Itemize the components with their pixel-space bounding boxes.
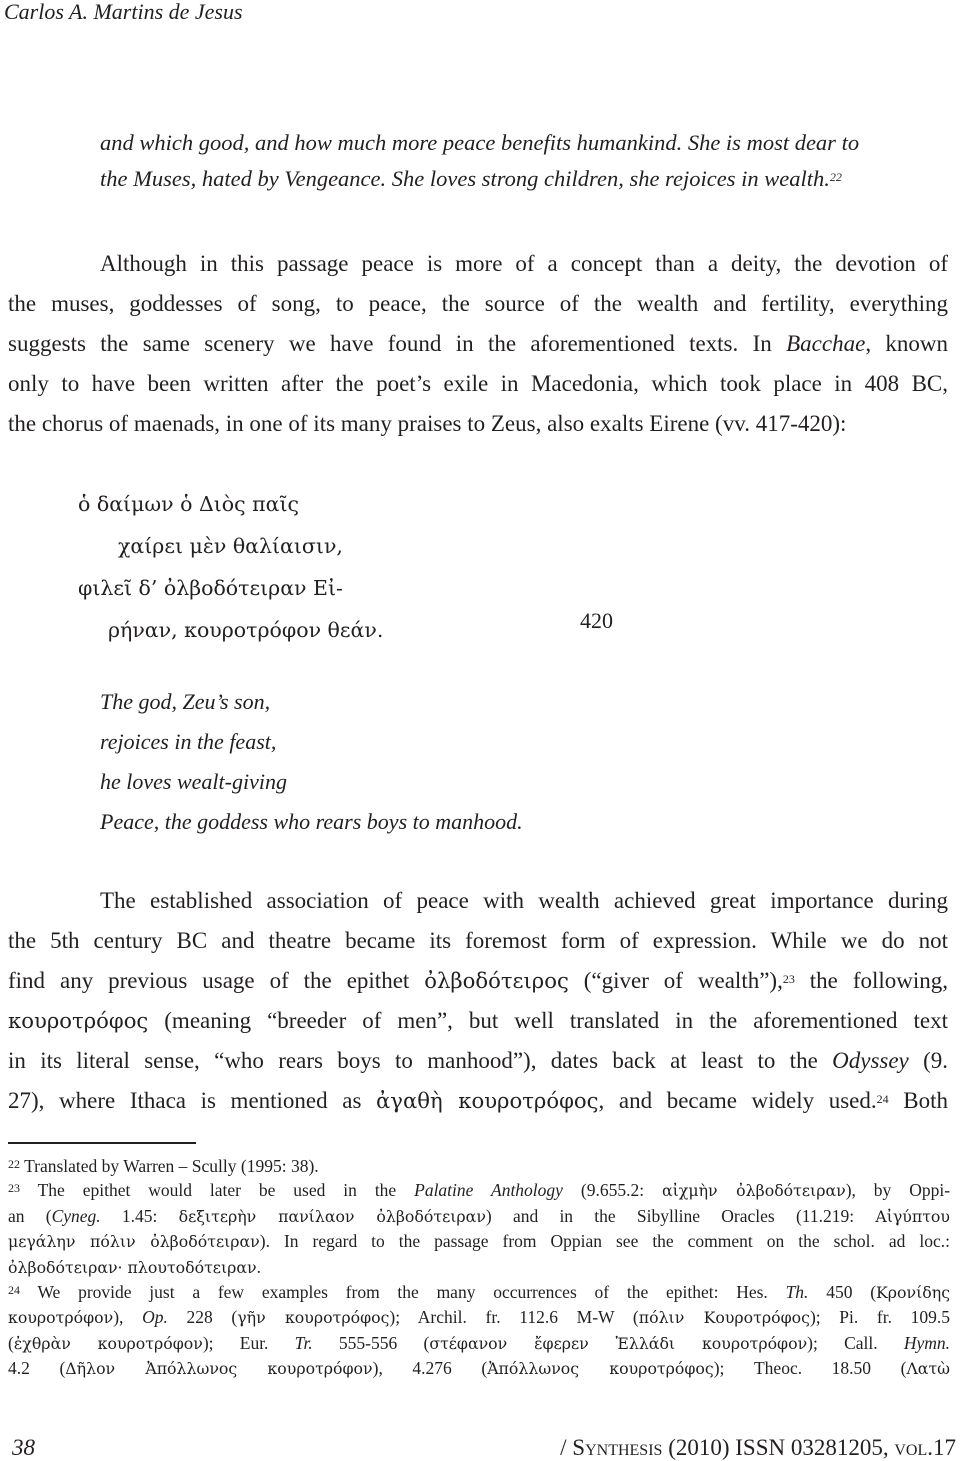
block-quote xyxy=(100,125,859,197)
page-number: 38 xyxy=(12,1435,35,1460)
translation-line: rejoices in the feast, xyxy=(100,729,277,754)
text-line: 27), where Ithaca is mentioned as ἀγαθὴ κουροτρόφος, and became widely used.$^{24}$ Both xyxy=(8,1088,948,1113)
footnote-24-cont: κουροτρόφον), Op. 228 (γῆν κουροτρόφος); Archil. fr. 112.6 M-W (πόλιν Κουροτρόφος); Pi. fr. 109.5 xyxy=(8,1307,951,1328)
footnotes xyxy=(8,1154,950,1382)
text-line: suggests the same scenery we have found in the aforementioned texts. In Bacchae, known xyxy=(8,331,949,356)
footnote-23-cont: an (Cyneg. 1.45: δεξιτερὴν πανίλαον ὀλβοδότειραν) and in the Sibylline Oracles (11.219: Αἰγύπτου xyxy=(8,1205,950,1226)
verse-line: χαίρει μὲν θαλίαισιν, xyxy=(118,534,343,558)
text-line: the chorus of maenads, in one of its many praises to Zeus, also exalts Eirene (vv. 417-420): xyxy=(8,411,847,436)
text-line: in its literal sense, “who rears boys to manhood”), dates back at least to the Odyssey (9. xyxy=(8,1048,949,1073)
footnote-24-cont: (ἐχθρὰν κουροτρόφον); Eur. Tr. 555-556 (στέφανον ἔφερεν Ἑλλάδι κουροτρόφον); Call. Hymn. xyxy=(8,1332,951,1353)
verse-line: ὁ δαίμων ὁ Διὸς παῖς xyxy=(78,492,299,516)
translation xyxy=(100,682,523,842)
translation-line: Peace, the goddess who rears boys to manhood. xyxy=(100,809,523,834)
verse-line: φιλεῖ δ’ ὀλβοδότειραν Εἰ- xyxy=(78,576,343,600)
paragraph xyxy=(8,244,948,444)
work-title: Bacchae xyxy=(786,331,866,356)
quote-line: and which good, and how much more peace benefits humankind. She is most dear to xyxy=(100,130,860,155)
footnote-23-cont: ὀλβοδότειραν· πλουτοδότειραν. xyxy=(8,1256,261,1277)
text-line: The established association of peace with wealth achieved great importance during xyxy=(100,888,948,913)
translation-line: The god, Zeu’s son, xyxy=(100,689,271,714)
footnote-ref[interactable]: 24 xyxy=(876,1092,889,1106)
paragraph xyxy=(8,881,948,1121)
text-line: the 5th century BC and theatre became its foremost form of expression. While we do not xyxy=(8,928,948,953)
footnote-23-cont: μεγάλην πόλιν ὀλβοδότειραν). In regard to the passage from Oppian see the comment on the schol. ad loc.: xyxy=(8,1231,950,1252)
translation-line: he loves wealt-giving xyxy=(100,769,287,794)
footnote-ref[interactable]: 23 xyxy=(782,972,795,986)
footnote-separator xyxy=(8,1142,196,1144)
footnote-22: $^{22}$ Translated by Warren – Scully (1995: 38). xyxy=(8,1156,319,1176)
text-line: Although in this passage peace is more of a concept than a deity, the devotion of xyxy=(100,251,948,276)
footnote-24: $^{24}$ We provide just a few examples from the many occurrences of the epithet: Hes. Th. 450 (Κρονίδης xyxy=(8,1282,951,1303)
text-line: only to have been written after the poet’s exile in Macedonia, which took place in 408 BC, xyxy=(8,371,948,396)
footnote-23: $^{23}$ The epithet would later be used in the Palatine Anthology (9.655.2: αἰχμὴν ὀλβοδότειραν), by Oppi- xyxy=(8,1180,951,1201)
running-header: Carlos A. Martins de Jesus xyxy=(4,0,243,24)
verse-number: 420 xyxy=(580,608,613,633)
quote-line: the Muses, hated by Vengeance. She loves strong children, she rejoices in wealth.$^{22}$ xyxy=(100,166,842,191)
work-title: Odyssey xyxy=(832,1048,909,1073)
verse-line: ρήναν, κουροτρόφον θεάν. xyxy=(108,618,384,642)
text-line: κουροτρόφος (meaning “breeder of men”, but well translated in the aforementioned text xyxy=(8,1008,949,1033)
greek-verse xyxy=(78,483,638,651)
text-line: find any previous usage of the epithet ὀλβοδότειρος (“giver of wealth”),$^{23}$ the following, xyxy=(8,968,949,993)
text-line: the muses, goddesses of song, to peace, the source of the wealth and fertility, everything xyxy=(8,291,948,316)
journal-footer: / Synthesis (2010) ISSN 03281205, vol.17 xyxy=(560,1435,956,1460)
footnote-24-cont: 4.2 (Δῆλον Ἀπόλλωνος κουροτρόφον), 4.276 (Ἀπόλλωνος κουροτρόφος); Theoc. 18.50 (Λατὼ xyxy=(8,1358,951,1379)
footnote-ref[interactable]: 22 xyxy=(829,170,842,184)
